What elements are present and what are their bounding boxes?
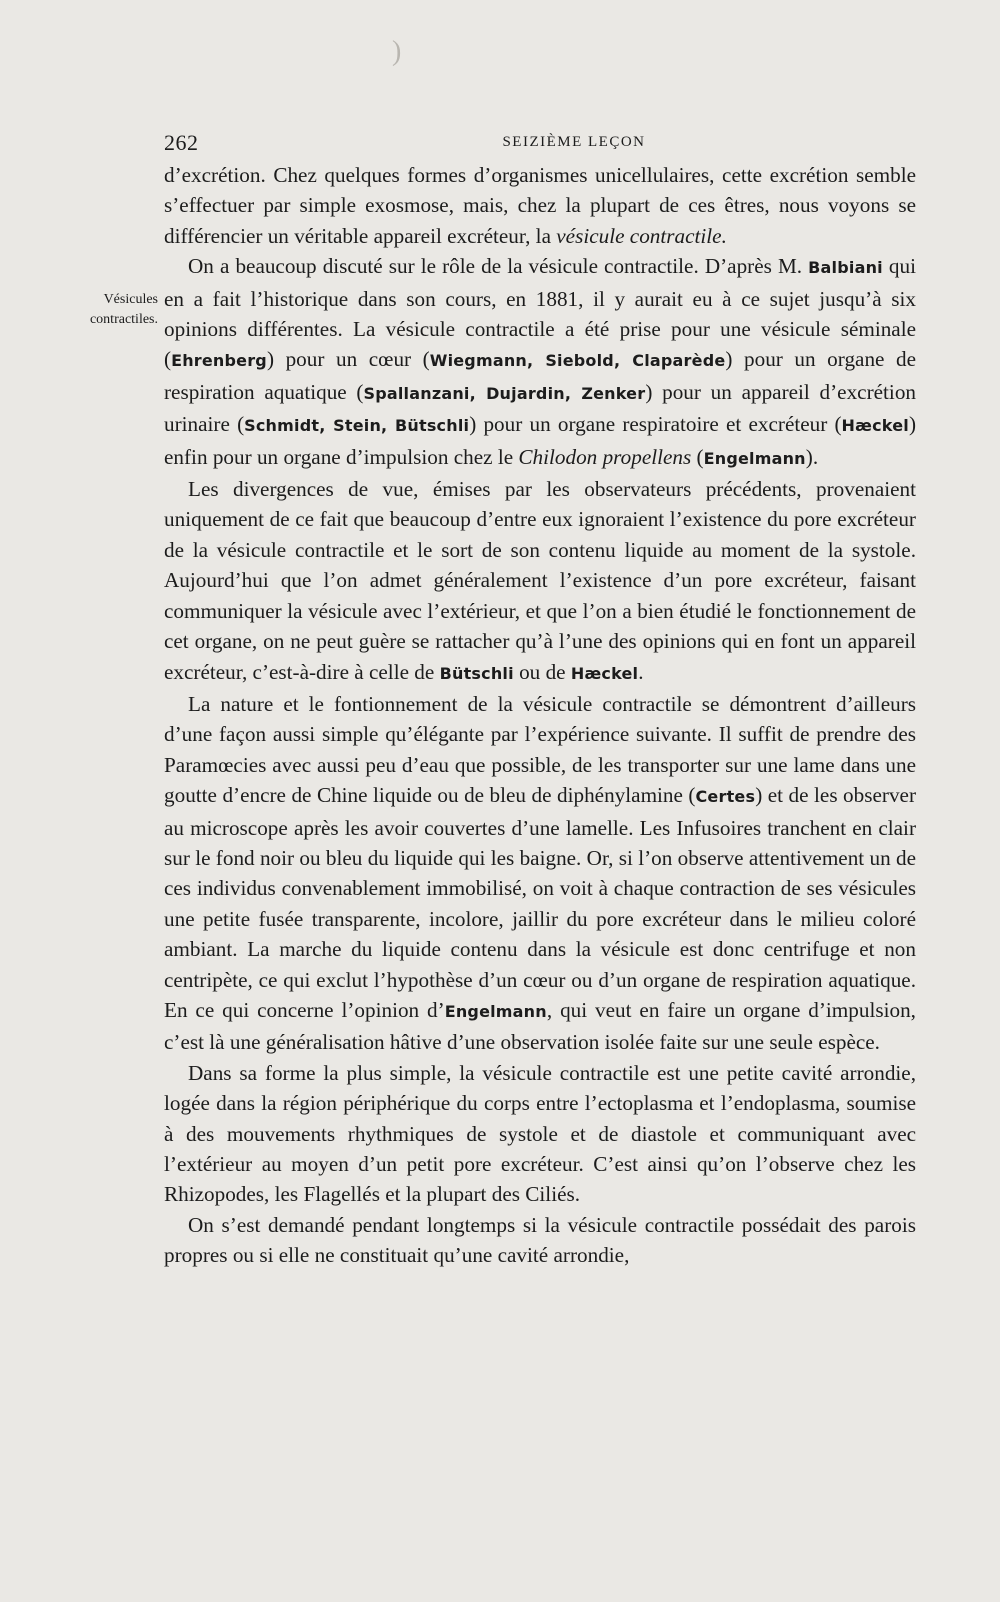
author-name: Balbiani: [808, 258, 883, 278]
author-name: Hæckel: [841, 416, 909, 436]
text-run: La nature et le fontionnement de la vésicule contractile se démontrent d’ailleurs d’une façon aussi simple qu’élégante par l’expérience suivante. Il suffit de prendre des Paramœcies avec aussi peu d’eau que possible, de les transporter sur une lame dans une goutte d’encre de Chine liquide ou de bleu de diphénylamine (: [164, 691, 916, 808]
text-run: Les divergences de vue, émises par les observateurs précédents, provenaient uniquement de ce fait que beaucoup d’entre eux ignoraient l’existence du pore excréteur de la vésicule contractile et le sort de son contenu liquide au moment de la systole. Aujourd’hui que l’on admet généralement l’existence d’un pore excréteur, faisant communiquer la vésicule avec l’extérieur, et que l’on a bien étudié le fonctionnement de cet organe, on ne peut guère se rattacher qu’à l’une des opinions qui en font un appareil excréteur, c’est-à-dire à celle de: [164, 477, 916, 684]
author-name: Spallanzani, Dujardin, Zenker: [363, 383, 646, 403]
paragraph: [164, 251, 916, 474]
running-head: SEIZIÈME LEÇON: [502, 134, 646, 150]
paragraph: [164, 160, 916, 251]
text-run: Dans sa forme la plus simple, la vésicule contractile est une petite cavité arrondie, logée dans la région périphérique du corps entre l’ectoplasma et l’endoplasma, soumise à des mouvements rhythmiques de systole et de diastole et communiquant avec l’extérieur au moyen d’un petit pore excréteur. C’est ainsi qu’on l’observe chez les Rhizopodes, les Flagellés et la plupart des Ciliés.: [164, 1060, 916, 1207]
text-run: d’excrétion. Chez quelques formes d’organismes unicellulaires, cette excrétion semble s’effectuer par simple exosmose, mais, chez la plupart de ces êtres, nous voyons se différencier un véritable appareil excréteur, la: [164, 163, 916, 248]
text-run: (: [691, 444, 704, 469]
margin-note: [44, 290, 158, 330]
italic-term: Chilodon propellens: [518, 444, 692, 469]
body-text: [164, 160, 916, 1271]
text-run: ou de: [513, 659, 571, 684]
paragraph: [164, 1058, 916, 1210]
author-name: Engelmann: [703, 448, 806, 468]
author-name: Certes: [695, 787, 756, 807]
margin-note-line: contractiles.: [89, 312, 158, 327]
author-name: Schmidt, Stein, Bütschli: [244, 416, 470, 436]
page-smudge-mark: ): [392, 36, 402, 67]
margin-note-line: Vésicules: [103, 292, 158, 307]
italic-term: vésicule contractile.: [556, 223, 727, 248]
text-run: , qui veut en faire un organe d’impulsion, c’est là une généralisation hâtive d’une observation isolée faite sur une seule espèce.: [164, 997, 916, 1055]
text-run: ) pour un appareil d’excrétion urinaire (: [164, 379, 917, 437]
author-name: Hæckel: [570, 663, 639, 683]
text-run: qui en a fait l’historique dans son cours, en 1881, il y aurait eu à ce sujet jusqu’à six opinions différentes. La vésicule contractile a été prise pour une vésicule séminale (: [164, 254, 916, 372]
author-name: Wiegmann, Siebold, Claparède: [429, 351, 726, 371]
text-run: .: [638, 659, 644, 684]
paragraph: [164, 474, 916, 689]
author-name: Bütschli: [439, 663, 514, 683]
author-name: Ehrenberg: [171, 351, 267, 371]
text-run: On a beaucoup discuté sur le rôle de la vésicule contractile. D’après M.: [188, 254, 809, 279]
author-name: Engelmann: [444, 1001, 547, 1021]
paragraph: [164, 689, 916, 1058]
text-run: ).: [805, 444, 819, 469]
text-run: ) enfin pour un organe d’impulsion chez le: [164, 412, 916, 469]
page-number: 262: [164, 130, 199, 155]
text-run: ) pour un organe de respiration aquatique (: [164, 347, 916, 404]
page-header: [164, 130, 916, 160]
text-run: On s’est demandé pendant longtemps si la vésicule contractile possédait des parois propres ou si elle ne constituait qu’une cavité arrondie,: [164, 1212, 916, 1268]
text-run: ) et de les observer au microscope après les avoir couvertes d’une lamelle. Les Infusoires tranchent en clair sur le fond noir ou bleu du liquide qui les baigne. Or, si l’on observe attentivement un de ces individus convenablement immobilisé, on voit à chaque contraction de ses vésicules une petite fusée transparente, incolore, jaillir du pore excréteur dans le milieu coloré ambiant. La marche du liquide contenu dans la vésicule est donc centrifuge et non centripète, ce qui exclut l’hypothèse d’un cœur ou d’un organe de respiration aquatique. En ce qui concerne l’opinion d’: [164, 783, 916, 1022]
text-run: ) pour un cœur (: [266, 347, 430, 372]
paragraph: [164, 1210, 916, 1271]
text-run: ) pour un organe respiratoire et excréteur (: [469, 412, 842, 437]
